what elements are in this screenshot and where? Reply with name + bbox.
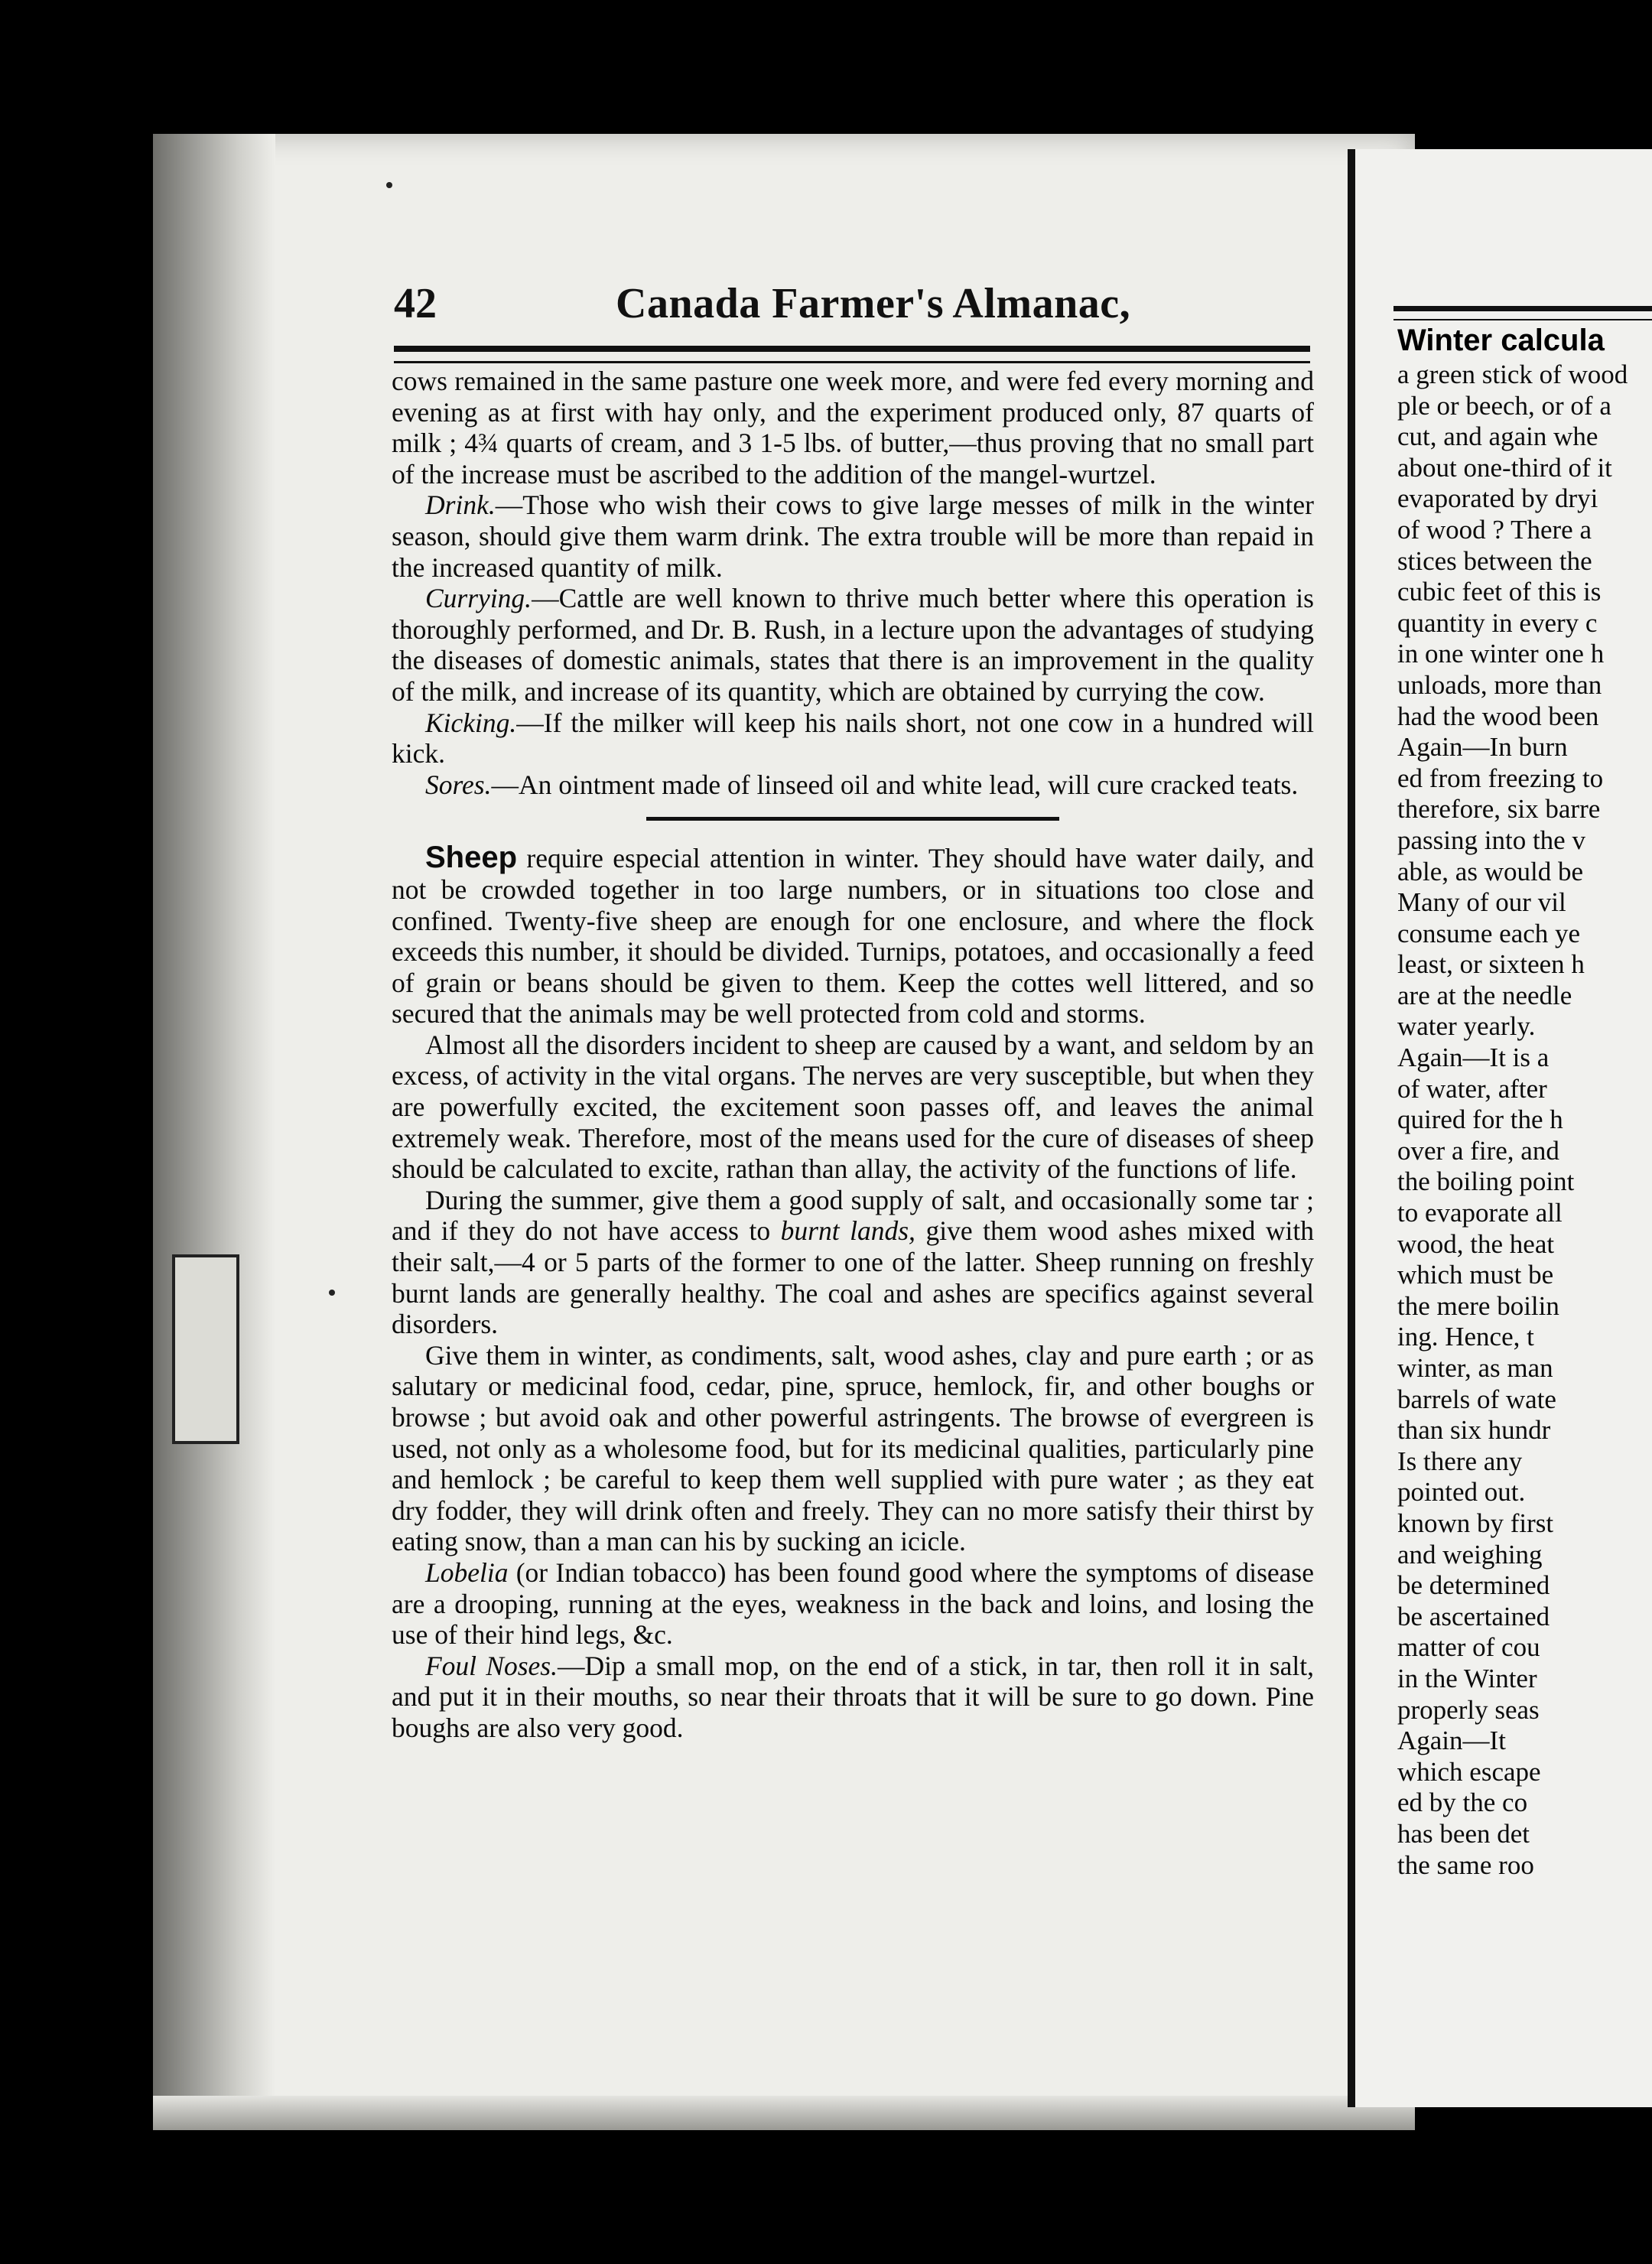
right-line: the same roo [1397,1849,1534,1880]
right-header-rule [1393,306,1652,320]
right-page [1355,149,1652,2107]
summer-emphasis: burnt lands, [780,1215,915,1247]
right-line: and weighing [1397,1539,1543,1570]
right-line: a green stick of wood [1397,359,1628,389]
right-line: passing into the v [1397,825,1585,855]
currying-text: —Cattle are well known to thrive much better where this operation is thoroughly performed, and Dr. B. Rush, in a lecture upon the advantages of studying the diseases of domestic animals, states that there is an improvement in the quality of the milk, and increase of its quantity, which are obtained by currying the cow. [392,583,1314,707]
right-line: wood, the heat [1397,1228,1555,1259]
right-line: known by first [1397,1508,1554,1538]
right-line: than six hundr [1397,1415,1551,1446]
speck [386,182,392,188]
right-line: pointed out. [1397,1477,1526,1508]
right-line: the boiling point [1397,1166,1575,1197]
paragraph-foul-noses [392,1651,1314,1744]
summer-text-b: give them wood ashes mixed with their salt,—4 or 5 parts of the former to one of the latter. Sheep running on freshly burnt lands are generally healthy. The coal and ashes are specifics against several disorders. [392,1215,1314,1340]
term-currying: Currying. [425,583,532,614]
paragraph-lobelia [392,1557,1314,1651]
right-line: Again—It is a [1397,1043,1550,1073]
kicking-text: —If the milker will keep his nails short, not one cow in a hundred will kick. [392,707,1314,769]
paragraph-mangel: cows remained in the same pasture one week more, and were fed every morning and evening as at first with hay only, and the experiment produced only, 87 quarts of milk ; 4¾ quarts of cream, and 3 1-5 lbs. of butter,—thus proving that no small part of the increase must be ascribed to the addition of the mangel-wurtzel. [392,366,1314,490]
right-line: cubic feet of this is [1397,577,1602,607]
speck [329,1290,335,1296]
page-title: Canada Farmer's Almanac, [616,280,1131,327]
right-line: properly seas [1397,1694,1540,1725]
right-line: barrels of wate [1397,1384,1556,1414]
left-column [392,366,1314,1744]
right-line: Is there any [1397,1446,1523,1476]
lobelia-text: (or Indian tobacco) has been found good where the symptoms of disease are a drooping, running at the eyes, weakness in the back and loins, and losing the use of their hind legs, &c. [392,1556,1314,1651]
right-line: ing. Hence, t [1397,1322,1534,1352]
right-line: be determined [1397,1570,1550,1601]
right-line: of wood ? There a [1397,514,1592,545]
paragraph-drink [392,490,1314,583]
right-line: Many of our vil [1397,887,1566,918]
right-lines [1397,359,1652,1881]
foul-noses-text: —Dip a small mop, on the end of a stick, in tar, then roll it in salt, and put it in their mouths, so near their throats that it will be sure to go down. Pine boughs are also very good. [392,1650,1314,1743]
right-line: of water, after [1397,1073,1547,1104]
right-line: water yearly. [1397,1011,1536,1042]
binding-tab [172,1254,239,1444]
paragraph-currying [392,583,1314,707]
right-line: quired for the h [1397,1104,1563,1135]
right-line: ple or beech, or of a [1397,390,1611,421]
sores-text: —An ointment made of linseed oil and white lead, will cure cracked teats. [491,769,1299,800]
paragraph-sheep [392,842,1314,1030]
sheep-lead: Sheep [425,841,518,875]
right-line: in the Winter [1397,1663,1537,1693]
drink-text: —Those who wish their cows to give large messes of milk in the winter season, should give them warm drink. The extra trouble will be more than repaid in the increased quantity of milk. [392,490,1314,583]
right-line: over a fire, and [1397,1135,1559,1166]
right-line: unloads, more than [1397,669,1602,700]
paragraph-sores [392,769,1314,801]
term-drink: Drink. [425,490,496,521]
section-divider [646,817,1059,821]
header-rule [394,346,1310,363]
right-line: had the wood been [1397,701,1599,731]
right-line: which must be [1397,1260,1554,1290]
right-line: ed from freezing to [1397,763,1604,793]
right-line: matter of cou [1397,1632,1540,1663]
sheep-text: require especial attention in winter. They should have water daily, and not be crowded together in too large numbers, or in situations too close and confined. Twenty-five sheep are enough for one enclosure, and where the flock exceeds this number, it should be divided. Turnips, potatoes, and occasionally a feed of grain or beans should be given to them. Keep the cottes well littered, and so secured that the animals may be well protected from cold and storms. [392,843,1314,1030]
right-line: in one winter one h [1397,639,1605,669]
paragraph-disorders: Almost all the disorders incident to sheep are caused by a want, and seldom by an excess, of activity in the vital organs. The nerves are very susceptible, but when they are powerfully excited, the excitement soon passes off, and leaves the animal extremely weak. Therefore, most of the means used for the cure of diseases of sheep should be calculated to excite, rathan than allay, the activity of the functions of life. [392,1029,1314,1185]
right-line: to evaporate all [1397,1198,1563,1228]
term-sores: Sores. [425,769,492,800]
right-line: stices between the [1397,545,1592,576]
right-line: Again—It [1397,1726,1506,1756]
page-gutter [1348,149,1355,2107]
right-line: winter, as man [1397,1353,1553,1383]
paragraph-kicking [392,708,1314,769]
right-line: has been det [1397,1818,1530,1849]
right-line: the mere boilin [1397,1290,1559,1321]
term-foul-noses: Foul Noses. [425,1650,558,1681]
page-bottom-edge [153,2096,1415,2130]
right-line: Again—In burn [1397,732,1568,763]
page-edge-shadow [153,134,275,2130]
page-number: 42 [394,280,437,327]
term-lobelia: Lobelia [425,1556,509,1588]
right-heading: Winter calcula [1397,324,1605,357]
right-line: are at the needle [1397,980,1572,1010]
paragraph-summer [392,1185,1314,1340]
right-line: therefore, six barre [1397,794,1601,825]
right-line: evaporated by dryi [1397,483,1598,514]
right-line: able, as would be [1397,856,1583,886]
right-line: ed by the co [1397,1787,1528,1818]
term-kicking: Kicking. [425,707,517,738]
right-line: about one-third of it [1397,452,1612,483]
right-line: which escape [1397,1756,1541,1787]
right-page-text [1397,321,1652,1881]
right-line: quantity in every c [1397,607,1598,638]
right-line: consume each ye [1397,918,1581,948]
paragraph-winter-food: Give them in winter, as condiments, salt, wood ashes, clay and pure earth ; or as salutary or medicinal food, cedar, pine, spruce, hemlock, fir, and other boughs or browse ; but avoid oak and other powerful astringents. The browse of evergreen is used, not only as a wholesome food, but for its medicinal qualities, particularly pine and hemlock ; be careful to keep them well supplied with pure water ; as they eat dry fodder, they will drink often and freely. They can no more satisfy their thirst by eating snow, than a man can his by sucking an icicle. [392,1339,1314,1557]
page-header [394,279,1312,340]
right-line: be ascertained [1397,1601,1550,1631]
right-line: least, or sixteen h [1397,949,1585,980]
summer-text-a: During the summer, give them a good supply of salt, and occasionally some tar ; and if they do not have access to [392,1184,1314,1247]
right-line: cut, and again whe [1397,421,1598,452]
